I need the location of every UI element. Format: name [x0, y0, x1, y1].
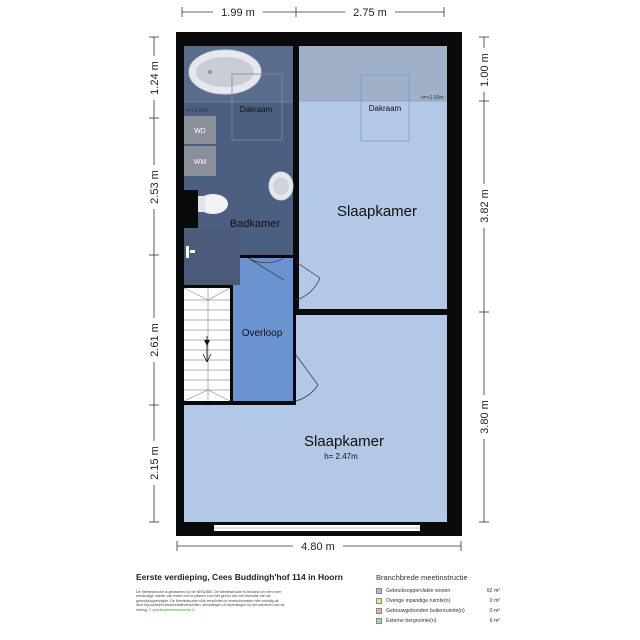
dimension-right-1: 1.00 m — [479, 53, 491, 87]
slaapkamer-bottom-room — [184, 405, 447, 522]
footer — [0, 568, 640, 640]
wd-label: WD — [194, 128, 206, 135]
legend-swatch — [376, 588, 382, 594]
slaapkamer-bottom-height: h= 2.47m — [324, 452, 358, 461]
dimension-right-3: 3.80 m — [479, 400, 491, 434]
dimension-left-3: 2.61 m — [149, 323, 161, 357]
slaapkamer-bottom-label: Slaapkamer — [303, 433, 385, 450]
dimension-top-left: 1.99 m — [221, 7, 255, 19]
badkamer-label: Badkamer — [229, 218, 281, 230]
legend — [376, 587, 500, 627]
wm-label: WM — [193, 159, 207, 166]
legend-label: Gebouwgebonden buitenruimte(n) — [386, 608, 465, 614]
low-ceiling-zone-right — [299, 46, 447, 101]
slaapkamer-top-label: Slaapkamer — [336, 203, 418, 220]
legend-value: 92 m² — [486, 588, 500, 594]
legend-row — [376, 587, 500, 597]
legend-label: Gebruiksoppervlakte wonen — [386, 588, 451, 594]
legend-value: 6 m² — [489, 618, 500, 624]
dimension-right-2: 3.82 m — [479, 189, 491, 223]
dakraam-left-label: Dakraam — [239, 105, 273, 114]
measurement-note — [136, 590, 286, 612]
plan-title: Eerste verdieping, Cees Buddingh'hof 114 in Hoorn — [136, 572, 344, 582]
dimension-left-1: 1.24 m — [149, 61, 161, 95]
measurement-note-link[interactable]: © goedkopemeetinstructie.nl — [148, 607, 195, 612]
left-dimension — [147, 37, 161, 522]
legend-row — [376, 617, 500, 627]
staircase — [184, 288, 233, 401]
legend-label: Externe bergruimte(n) — [386, 618, 437, 624]
legend-title: Branchbrede meetinstructie — [376, 573, 468, 582]
measurement-note-text: De Meetinstructie is gebaseerd op de NEN2580. De Meetinstructie is bedoeld om een meer eenduidige manier van meten toe te passen voor het geven van een indicatie van de gebruiksoppervlakte. De Meetinstructie sluit verschillen in meetuitkomsten niet volledig uit, door bijvoorbeeld interpretatieverschillen, afrondingen of beperkingen bij het uitvoeren van de meting. — [136, 590, 285, 612]
overloop-label: Overloop — [241, 328, 283, 339]
legend-value: 0 m² — [489, 608, 500, 614]
right-dimension — [477, 37, 491, 522]
legend-row — [376, 607, 500, 617]
dimension-left-2: 2.53 m — [149, 170, 161, 204]
dimension-left-4: 2.15 m — [149, 446, 161, 480]
height-marker-left: h=<1.50m — [186, 108, 209, 114]
dimension-top-right: 2.75 m — [353, 7, 387, 19]
height-marker-right: h=<1.50m — [421, 95, 444, 101]
shower-area — [184, 230, 240, 285]
dakraam-right-label: Dakraam — [368, 104, 402, 113]
legend-label: Overige inpandige ruimte(n) — [386, 598, 451, 604]
dimension-bottom: 4.80 m — [301, 541, 335, 553]
legend-row — [376, 597, 500, 607]
legend-swatch — [376, 598, 382, 604]
legend-value: 0 m² — [489, 598, 500, 604]
legend-swatch — [376, 618, 382, 624]
legend-swatch — [376, 608, 382, 614]
top-dimension — [182, 5, 444, 19]
bottom-dimension — [177, 539, 461, 553]
